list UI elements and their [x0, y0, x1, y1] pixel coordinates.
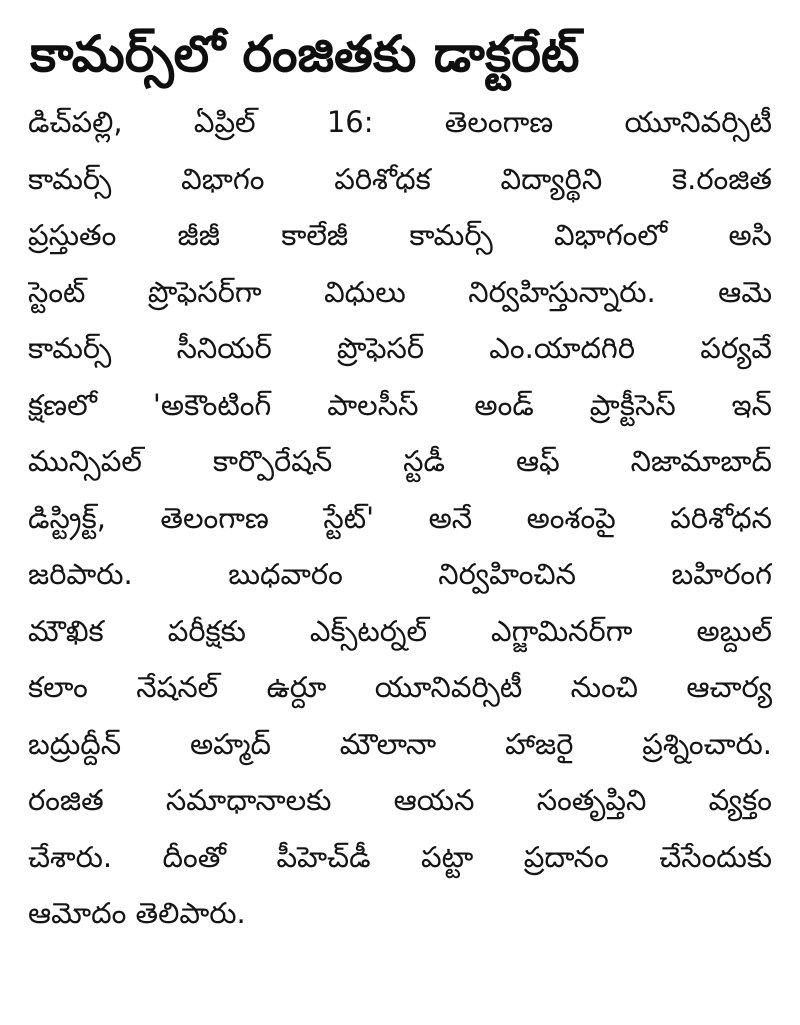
article-line: డిస్ట్రిక్ట్, తెలంగాణ స్టేట్' అనే అంశంపై పరిశోధన — [28, 500, 772, 535]
article-line: కామర్స్ విభాగం పరిశోధక విద్యార్థిని కె.రంజిత — [28, 161, 772, 196]
article-line: జరిపారు. బుధవారం నిర్వహించిన బహిరంగ — [28, 557, 772, 591]
article-line: రంజిత సమాధానాలకు ఆయన సంతృప్తిని వ్యక్తం — [28, 783, 772, 817]
article-line: కామర్స్ సీనియర్ ప్రొఫెసర్ ఎం.యాదగిరి పర్యవే — [28, 331, 772, 365]
article-line: మౌఖిక పరీక్షకు ఎక్స్‌టర్నల్ ఎగ్జామినర్‌గా అబ్దుల్ — [28, 613, 772, 648]
article-line: స్టెంట్ ప్రొఫెసర్‌గా విధులు నిర్వహిస్తున్నారు. ఆమె — [28, 274, 772, 309]
article-headline: కామర్స్‌లో రంజితకు డాక్టరేట్ — [30, 25, 580, 83]
article-line: కలాం నేషనల్ ఉర్దూ యూనివర్సిటీ నుంచి ఆచార్య — [28, 670, 772, 704]
article-line: ఆమోదం తెలిపారు. — [28, 896, 246, 930]
article-line: మున్సిపల్ కార్పొరేషన్ స్టడీ ఆఫ్ నిజామాబాద్ — [28, 444, 772, 478]
article-line: చేశారు. దీంతో పీహెచ్‌డీ పట్టా ప్రదానం చేసేందుకు — [28, 839, 772, 874]
article-line: బద్రుద్దీన్ అహ్మద్ మౌలానా హాజరై ప్రశ్నించారు. — [28, 726, 772, 761]
article-line: డిచ్‌పల్లి, ఏప్రిల్ 16: తెలంగాణ యూనివర్సిటీ — [28, 105, 772, 139]
article-line: క్షణలో 'అకౌంటింగ్ పాలసీస్ అండ్ ప్రాక్టీసెస్ ఇన్ — [28, 387, 772, 422]
article-line: ప్రస్తుతం జీజీ కాలేజీ కామర్స్ విభాగంలో అసి — [28, 218, 772, 252]
article-body — [28, 94, 772, 942]
